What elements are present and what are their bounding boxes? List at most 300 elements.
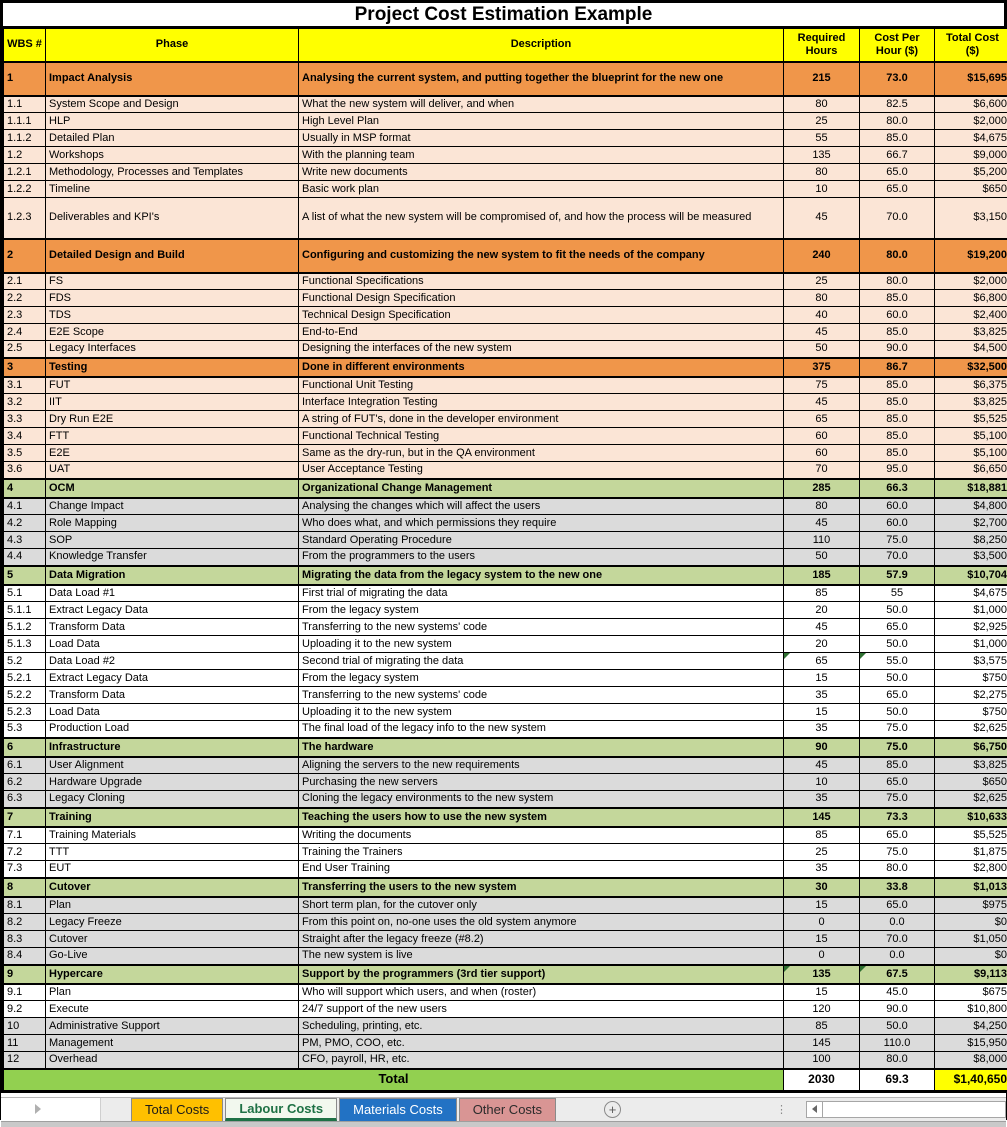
cell-hours[interactable]: 40 — [784, 307, 860, 324]
cell-hours[interactable]: 0 — [784, 914, 860, 931]
col-header-description[interactable]: Description — [299, 29, 784, 62]
cell-hours[interactable]: 120 — [784, 1001, 860, 1018]
cell-desc[interactable]: The new system is live — [299, 948, 784, 965]
cell-rate[interactable]: 65.0 — [860, 774, 935, 791]
cell-phase[interactable]: Detailed Plan — [46, 130, 299, 147]
cell-wbs[interactable]: 12 — [4, 1052, 46, 1069]
cell-hours[interactable]: 65 — [784, 411, 860, 428]
cell-desc[interactable]: User Acceptance Testing — [299, 462, 784, 479]
cell-wbs[interactable]: 5.1.3 — [4, 636, 46, 653]
cell-cost[interactable]: $4,250 — [935, 1018, 1007, 1035]
cell-wbs[interactable]: 7.3 — [4, 861, 46, 878]
cell-phase[interactable]: FS — [46, 273, 299, 290]
cell-hours[interactable]: 25 — [784, 273, 860, 290]
cell-hours[interactable]: 80 — [784, 498, 860, 515]
cell-desc[interactable]: Training the Trainers — [299, 844, 784, 861]
cell-phase[interactable]: OCM — [46, 479, 299, 498]
cell-hours[interactable]: 60 — [784, 445, 860, 462]
cell-rate[interactable]: 85.0 — [860, 130, 935, 147]
cell-phase[interactable]: Administrative Support — [46, 1018, 299, 1035]
cell-wbs[interactable]: 5.1.2 — [4, 619, 46, 636]
cell-hours[interactable]: 240 — [784, 239, 860, 273]
cell-desc[interactable]: Writing the documents — [299, 827, 784, 844]
cell-wbs[interactable]: 2.2 — [4, 290, 46, 307]
cell-cost[interactable]: $5,200 — [935, 164, 1007, 181]
cell-cost[interactable]: $6,375 — [935, 377, 1007, 394]
cell-cost[interactable]: $19,200 — [935, 239, 1007, 273]
cell-hours[interactable]: 25 — [784, 113, 860, 130]
cell-cost[interactable]: $15,695 — [935, 62, 1007, 96]
cell-phase[interactable]: Load Data — [46, 704, 299, 721]
cell-phase[interactable]: SOP — [46, 532, 299, 549]
cell-rate[interactable]: 57.9 — [860, 566, 935, 585]
cell-cost[interactable]: $5,525 — [935, 411, 1007, 428]
cell-phase[interactable]: EUT — [46, 861, 299, 878]
cell-phase[interactable]: Data Load #1 — [46, 585, 299, 602]
cell-wbs[interactable]: 8 — [4, 878, 46, 897]
cell-wbs[interactable]: 8.2 — [4, 914, 46, 931]
cell-desc[interactable]: End-to-End — [299, 324, 784, 341]
cell-wbs[interactable]: 9 — [4, 965, 46, 984]
hscroll-left-button[interactable] — [806, 1101, 823, 1118]
cell-cost[interactable]: $0 — [935, 948, 1007, 965]
cell-cost[interactable]: $6,750 — [935, 738, 1007, 757]
cell-wbs[interactable]: 5.2.3 — [4, 704, 46, 721]
cell-hours[interactable]: 135 — [784, 965, 860, 984]
cell-cost[interactable]: $4,675 — [935, 585, 1007, 602]
cell-wbs[interactable]: 3 — [4, 358, 46, 377]
cell-hours[interactable]: 25 — [784, 844, 860, 861]
cell-cost[interactable]: $5,100 — [935, 445, 1007, 462]
cell-rate[interactable]: 85.0 — [860, 411, 935, 428]
cell-hours[interactable]: 85 — [784, 1018, 860, 1035]
cell-desc[interactable]: PM, PMO, COO, etc. — [299, 1035, 784, 1052]
cell-desc[interactable]: Uploading it to the new system — [299, 704, 784, 721]
cell-rate[interactable]: 85.0 — [860, 324, 935, 341]
cell-cost[interactable]: $975 — [935, 897, 1007, 914]
cell-desc[interactable]: Done in different environments — [299, 358, 784, 377]
sheet-nav-right-icon[interactable] — [35, 1104, 41, 1114]
cell-rate[interactable]: 65.0 — [860, 181, 935, 198]
total-cost-cell[interactable]: $1,40,650 — [935, 1069, 1007, 1091]
cell-rate[interactable]: 73.3 — [860, 808, 935, 827]
cell-phase[interactable]: TTT — [46, 844, 299, 861]
cell-phase[interactable]: Data Load #2 — [46, 653, 299, 670]
cell-phase[interactable]: Cutover — [46, 878, 299, 897]
cell-phase[interactable]: Management — [46, 1035, 299, 1052]
cell-phase[interactable]: Plan — [46, 897, 299, 914]
cell-phase[interactable]: Role Mapping — [46, 515, 299, 532]
cell-rate[interactable]: 50.0 — [860, 704, 935, 721]
cell-desc[interactable]: Uploading it to the new system — [299, 636, 784, 653]
cell-wbs[interactable]: 2.5 — [4, 341, 46, 358]
cell-phase[interactable]: FTT — [46, 428, 299, 445]
cell-hours[interactable]: 55 — [784, 130, 860, 147]
cell-rate[interactable]: 75.0 — [860, 532, 935, 549]
cell-hours[interactable]: 100 — [784, 1052, 860, 1069]
cell-rate[interactable]: 80.0 — [860, 1052, 935, 1069]
cell-cost[interactable]: $3,500 — [935, 549, 1007, 566]
cell-wbs[interactable]: 3.2 — [4, 394, 46, 411]
cell-desc[interactable]: Designing the interfaces of the new system — [299, 341, 784, 358]
cell-cost[interactable]: $3,575 — [935, 653, 1007, 670]
total-hours-cell[interactable]: 2030 — [784, 1069, 860, 1091]
cell-hours[interactable]: 185 — [784, 566, 860, 585]
cell-wbs[interactable]: 6.1 — [4, 757, 46, 774]
cell-cost[interactable]: $1,000 — [935, 602, 1007, 619]
cell-phase[interactable]: Timeline — [46, 181, 299, 198]
cell-desc[interactable]: Functional Technical Testing — [299, 428, 784, 445]
cell-rate[interactable]: 55.0 — [860, 653, 935, 670]
cell-desc[interactable]: Aligning the servers to the new requirements — [299, 757, 784, 774]
cell-cost[interactable]: $1,013 — [935, 878, 1007, 897]
cell-desc[interactable]: Usually in MSP format — [299, 130, 784, 147]
cell-rate[interactable]: 65.0 — [860, 164, 935, 181]
cell-hours[interactable]: 285 — [784, 479, 860, 498]
cell-rate[interactable]: 67.5 — [860, 965, 935, 984]
cell-hours[interactable]: 85 — [784, 585, 860, 602]
cell-hours[interactable]: 35 — [784, 687, 860, 704]
cell-phase[interactable]: Transform Data — [46, 687, 299, 704]
cell-rate[interactable]: 85.0 — [860, 377, 935, 394]
cell-hours[interactable]: 135 — [784, 147, 860, 164]
cell-wbs[interactable]: 3.6 — [4, 462, 46, 479]
cell-cost[interactable]: $675 — [935, 984, 1007, 1001]
cell-desc[interactable]: Second trial of migrating the data — [299, 653, 784, 670]
cell-cost[interactable]: $6,800 — [935, 290, 1007, 307]
cell-cost[interactable]: $8,000 — [935, 1052, 1007, 1069]
cell-rate[interactable]: 70.0 — [860, 931, 935, 948]
cell-rate[interactable]: 65.0 — [860, 687, 935, 704]
cell-wbs[interactable]: 5 — [4, 566, 46, 585]
cell-cost[interactable]: $650 — [935, 774, 1007, 791]
cell-rate[interactable]: 45.0 — [860, 984, 935, 1001]
cell-rate[interactable]: 75.0 — [860, 791, 935, 808]
cell-rate[interactable]: 86.7 — [860, 358, 935, 377]
cell-wbs[interactable]: 5.2.1 — [4, 670, 46, 687]
cell-rate[interactable]: 66.7 — [860, 147, 935, 164]
cell-cost[interactable]: $2,700 — [935, 515, 1007, 532]
cell-rate[interactable]: 85.0 — [860, 757, 935, 774]
cell-phase[interactable]: User Alignment — [46, 757, 299, 774]
cell-rate[interactable]: 80.0 — [860, 273, 935, 290]
cell-phase[interactable]: Hypercare — [46, 965, 299, 984]
cell-hours[interactable]: 45 — [784, 198, 860, 239]
cell-desc[interactable]: Transferring the users to the new system — [299, 878, 784, 897]
cell-hours[interactable]: 90 — [784, 738, 860, 757]
cell-cost[interactable]: $2,000 — [935, 273, 1007, 290]
cell-cost[interactable]: $2,625 — [935, 791, 1007, 808]
total-label[interactable]: Total — [4, 1069, 784, 1091]
page-title[interactable]: Project Cost Estimation Example — [3, 3, 1004, 28]
cell-phase[interactable]: Deliverables and KPI's — [46, 198, 299, 239]
cell-phase[interactable]: Legacy Freeze — [46, 914, 299, 931]
cell-wbs[interactable]: 1.2.2 — [4, 181, 46, 198]
splitter-dots-icon[interactable]: ⋮ — [776, 1103, 788, 1116]
cell-hours[interactable]: 35 — [784, 861, 860, 878]
cell-rate[interactable]: 80.0 — [860, 239, 935, 273]
cell-cost[interactable]: $10,633 — [935, 808, 1007, 827]
cell-phase[interactable]: Testing — [46, 358, 299, 377]
cell-wbs[interactable]: 10 — [4, 1018, 46, 1035]
cell-desc[interactable]: Interface Integration Testing — [299, 394, 784, 411]
cell-phase[interactable]: Methodology, Processes and Templates — [46, 164, 299, 181]
cell-phase[interactable]: Transform Data — [46, 619, 299, 636]
cell-desc[interactable]: Support by the programmers (3rd tier support) — [299, 965, 784, 984]
cell-wbs[interactable]: 8.3 — [4, 931, 46, 948]
col-header-cost-per-hour[interactable]: Cost Per Hour ($) — [860, 29, 935, 62]
cell-hours[interactable]: 45 — [784, 394, 860, 411]
cell-wbs[interactable]: 2.1 — [4, 273, 46, 290]
cell-desc[interactable]: A list of what the new system will be compromised of, and how the process will be measured — [299, 198, 784, 239]
cell-rate[interactable]: 85.0 — [860, 445, 935, 462]
sheet-tab-total-costs[interactable] — [131, 1098, 223, 1121]
cell-phase[interactable]: Plan — [46, 984, 299, 1001]
cell-wbs[interactable]: 4.1 — [4, 498, 46, 515]
cell-hours[interactable]: 30 — [784, 878, 860, 897]
cell-wbs[interactable]: 1.2 — [4, 147, 46, 164]
cell-rate[interactable]: 80.0 — [860, 861, 935, 878]
cell-rate[interactable]: 50.0 — [860, 670, 935, 687]
cell-wbs[interactable]: 9.2 — [4, 1001, 46, 1018]
cell-wbs[interactable]: 2.3 — [4, 307, 46, 324]
cell-rate[interactable]: 80.0 — [860, 113, 935, 130]
cell-hours[interactable]: 15 — [784, 984, 860, 1001]
cell-phase[interactable]: Cutover — [46, 931, 299, 948]
cell-cost[interactable]: $2,000 — [935, 113, 1007, 130]
cell-rate[interactable]: 70.0 — [860, 198, 935, 239]
cell-hours[interactable]: 15 — [784, 897, 860, 914]
cell-wbs[interactable]: 2.4 — [4, 324, 46, 341]
cell-cost[interactable]: $6,600 — [935, 96, 1007, 113]
cell-phase[interactable]: Knowledge Transfer — [46, 549, 299, 566]
cell-phase[interactable]: E2E — [46, 445, 299, 462]
cell-phase[interactable]: Dry Run E2E — [46, 411, 299, 428]
cell-desc[interactable]: High Level Plan — [299, 113, 784, 130]
cell-wbs[interactable]: 4.4 — [4, 549, 46, 566]
cell-desc[interactable]: Write new documents — [299, 164, 784, 181]
cell-hours[interactable]: 80 — [784, 164, 860, 181]
cell-hours[interactable]: 45 — [784, 324, 860, 341]
cell-desc[interactable]: Teaching the users how to use the new system — [299, 808, 784, 827]
cell-rate[interactable]: 50.0 — [860, 1018, 935, 1035]
cell-hours[interactable]: 50 — [784, 341, 860, 358]
cell-hours[interactable]: 15 — [784, 931, 860, 948]
cell-hours[interactable]: 35 — [784, 791, 860, 808]
cell-rate[interactable]: 66.3 — [860, 479, 935, 498]
cell-rate[interactable]: 65.0 — [860, 619, 935, 636]
cell-desc[interactable]: The hardware — [299, 738, 784, 757]
cell-wbs[interactable]: 3.3 — [4, 411, 46, 428]
cell-desc[interactable]: Functional Specifications — [299, 273, 784, 290]
cell-desc[interactable]: Analysing the current system, and putting together the blueprint for the new one — [299, 62, 784, 96]
cell-phase[interactable]: Impact Analysis — [46, 62, 299, 96]
cell-hours[interactable]: 145 — [784, 808, 860, 827]
cell-cost[interactable]: $10,704 — [935, 566, 1007, 585]
cell-hours[interactable]: 20 — [784, 636, 860, 653]
cell-wbs[interactable]: 4 — [4, 479, 46, 498]
cell-desc[interactable]: A string of FUT's, done in the developer environment — [299, 411, 784, 428]
cell-desc[interactable]: Technical Design Specification — [299, 307, 784, 324]
cell-rate[interactable]: 33.8 — [860, 878, 935, 897]
cell-rate[interactable]: 85.0 — [860, 394, 935, 411]
cell-rate[interactable]: 50.0 — [860, 636, 935, 653]
cell-phase[interactable]: Extract Legacy Data — [46, 602, 299, 619]
cell-cost[interactable]: $2,400 — [935, 307, 1007, 324]
cell-wbs[interactable]: 2 — [4, 239, 46, 273]
cell-rate[interactable]: 70.0 — [860, 549, 935, 566]
cell-phase[interactable]: Load Data — [46, 636, 299, 653]
cell-desc[interactable]: End User Training — [299, 861, 784, 878]
cell-phase[interactable]: HLP — [46, 113, 299, 130]
cell-hours[interactable]: 215 — [784, 62, 860, 96]
cell-cost[interactable]: $9,113 — [935, 965, 1007, 984]
cell-phase[interactable]: System Scope and Design — [46, 96, 299, 113]
cell-desc[interactable]: Transferring to the new systems' code — [299, 619, 784, 636]
cell-wbs[interactable]: 5.2 — [4, 653, 46, 670]
cell-phase[interactable]: FUT — [46, 377, 299, 394]
cell-phase[interactable]: Execute — [46, 1001, 299, 1018]
cell-desc[interactable]: Transferring to the new systems' code — [299, 687, 784, 704]
cell-cost[interactable]: $8,250 — [935, 532, 1007, 549]
cell-desc[interactable]: Scheduling, printing, etc. — [299, 1018, 784, 1035]
cell-hours[interactable]: 70 — [784, 462, 860, 479]
cell-phase[interactable]: Legacy Cloning — [46, 791, 299, 808]
cell-cost[interactable]: $750 — [935, 670, 1007, 687]
cell-desc[interactable]: Functional Unit Testing — [299, 377, 784, 394]
cell-wbs[interactable]: 9.1 — [4, 984, 46, 1001]
col-header-phase[interactable]: Phase — [46, 29, 299, 62]
cell-rate[interactable]: 75.0 — [860, 844, 935, 861]
cell-wbs[interactable]: 4.3 — [4, 532, 46, 549]
cell-desc[interactable]: Configuring and customizing the new system to fit the needs of the company — [299, 239, 784, 273]
cell-wbs[interactable]: 1.1.1 — [4, 113, 46, 130]
col-header-wbs[interactable]: WBS # — [4, 29, 46, 62]
cell-cost[interactable]: $1,875 — [935, 844, 1007, 861]
cell-rate[interactable]: 60.0 — [860, 307, 935, 324]
cell-desc[interactable]: What the new system will deliver, and when — [299, 96, 784, 113]
cell-cost[interactable]: $2,925 — [935, 619, 1007, 636]
cell-phase[interactable]: Infrastructure — [46, 738, 299, 757]
cell-desc[interactable]: Who will support which users, and when (roster) — [299, 984, 784, 1001]
cell-phase[interactable]: FDS — [46, 290, 299, 307]
cell-phase[interactable]: Workshops — [46, 147, 299, 164]
cell-rate[interactable]: 65.0 — [860, 827, 935, 844]
cell-cost[interactable]: $5,100 — [935, 428, 1007, 445]
cell-phase[interactable]: Production Load — [46, 721, 299, 738]
cell-wbs[interactable]: 7 — [4, 808, 46, 827]
cell-desc[interactable]: 24/7 support of the new users — [299, 1001, 784, 1018]
cell-phase[interactable]: Detailed Design and Build — [46, 239, 299, 273]
cell-phase[interactable]: Data Migration — [46, 566, 299, 585]
cell-wbs[interactable]: 11 — [4, 1035, 46, 1052]
cell-desc[interactable]: Migrating the data from the legacy system to the new one — [299, 566, 784, 585]
cell-rate[interactable]: 85.0 — [860, 428, 935, 445]
cell-wbs[interactable]: 5.2.2 — [4, 687, 46, 704]
cell-rate[interactable]: 85.0 — [860, 290, 935, 307]
cell-rate[interactable]: 60.0 — [860, 515, 935, 532]
cell-cost[interactable]: $9,000 — [935, 147, 1007, 164]
cell-desc[interactable]: Analysing the changes which will affect the users — [299, 498, 784, 515]
cell-rate[interactable]: 90.0 — [860, 341, 935, 358]
cell-cost[interactable]: $2,275 — [935, 687, 1007, 704]
cell-hours[interactable]: 15 — [784, 704, 860, 721]
cell-hours[interactable]: 80 — [784, 96, 860, 113]
cell-rate[interactable]: 82.5 — [860, 96, 935, 113]
cell-hours[interactable]: 85 — [784, 827, 860, 844]
cell-wbs[interactable]: 5.1.1 — [4, 602, 46, 619]
cell-wbs[interactable]: 6.2 — [4, 774, 46, 791]
cell-wbs[interactable]: 5.3 — [4, 721, 46, 738]
cell-wbs[interactable]: 8.4 — [4, 948, 46, 965]
cell-rate[interactable]: 55 — [860, 585, 935, 602]
total-rate-cell[interactable]: 69.3 — [860, 1069, 935, 1091]
col-header-required-hours[interactable]: Required Hours — [784, 29, 860, 62]
cell-cost[interactable]: $3,825 — [935, 757, 1007, 774]
sheet-tab-other-costs[interactable] — [459, 1098, 556, 1121]
cell-hours[interactable]: 375 — [784, 358, 860, 377]
cell-cost[interactable]: $3,150 — [935, 198, 1007, 239]
cell-wbs[interactable]: 5.1 — [4, 585, 46, 602]
cell-hours[interactable]: 80 — [784, 290, 860, 307]
cell-hours[interactable]: 45 — [784, 619, 860, 636]
cell-rate[interactable]: 90.0 — [860, 1001, 935, 1018]
cell-rate[interactable]: 75.0 — [860, 721, 935, 738]
cell-wbs[interactable]: 7.2 — [4, 844, 46, 861]
cell-desc[interactable]: Standard Operating Procedure — [299, 532, 784, 549]
cell-hours[interactable]: 10 — [784, 181, 860, 198]
cell-desc[interactable]: Who does what, and which permissions they require — [299, 515, 784, 532]
cell-cost[interactable]: $650 — [935, 181, 1007, 198]
cell-desc[interactable]: From the legacy system — [299, 670, 784, 687]
cell-cost[interactable]: $3,825 — [935, 394, 1007, 411]
cell-cost[interactable]: $18,881 — [935, 479, 1007, 498]
cell-cost[interactable]: $750 — [935, 704, 1007, 721]
cell-cost[interactable]: $4,675 — [935, 130, 1007, 147]
col-header-total-cost[interactable]: Total Cost ($) — [935, 29, 1007, 62]
cell-wbs[interactable]: 8.1 — [4, 897, 46, 914]
cell-hours[interactable]: 110 — [784, 532, 860, 549]
cell-desc[interactable]: From the programmers to the users — [299, 549, 784, 566]
cell-desc[interactable]: CFO, payroll, HR, etc. — [299, 1052, 784, 1069]
hscroll-track[interactable] — [823, 1101, 1006, 1118]
cell-phase[interactable]: Overhead — [46, 1052, 299, 1069]
cell-cost[interactable]: $4,500 — [935, 341, 1007, 358]
cell-desc[interactable]: Straight after the legacy freeze (#8.2) — [299, 931, 784, 948]
cell-cost[interactable]: $1,000 — [935, 636, 1007, 653]
cell-rate[interactable]: 0.0 — [860, 914, 935, 931]
cell-desc[interactable]: Same as the dry-run, but in the QA environment — [299, 445, 784, 462]
cell-desc[interactable]: From the legacy system — [299, 602, 784, 619]
cell-cost[interactable]: $3,825 — [935, 324, 1007, 341]
cell-phase[interactable]: TDS — [46, 307, 299, 324]
cell-wbs[interactable]: 3.1 — [4, 377, 46, 394]
cell-hours[interactable]: 20 — [784, 602, 860, 619]
cell-phase[interactable]: Hardware Upgrade — [46, 774, 299, 791]
cell-phase[interactable]: Training — [46, 808, 299, 827]
cell-phase[interactable]: E2E Scope — [46, 324, 299, 341]
cell-rate[interactable]: 73.0 — [860, 62, 935, 96]
cell-wbs[interactable]: 1 — [4, 62, 46, 96]
cell-hours[interactable]: 0 — [784, 948, 860, 965]
cell-desc[interactable]: Short term plan, for the cutover only — [299, 897, 784, 914]
cell-desc[interactable]: Cloning the legacy environments to the new system — [299, 791, 784, 808]
cell-hours[interactable]: 10 — [784, 774, 860, 791]
cell-phase[interactable]: UAT — [46, 462, 299, 479]
cell-hours[interactable]: 145 — [784, 1035, 860, 1052]
cell-rate[interactable]: 110.0 — [860, 1035, 935, 1052]
cell-wbs[interactable]: 1.1 — [4, 96, 46, 113]
